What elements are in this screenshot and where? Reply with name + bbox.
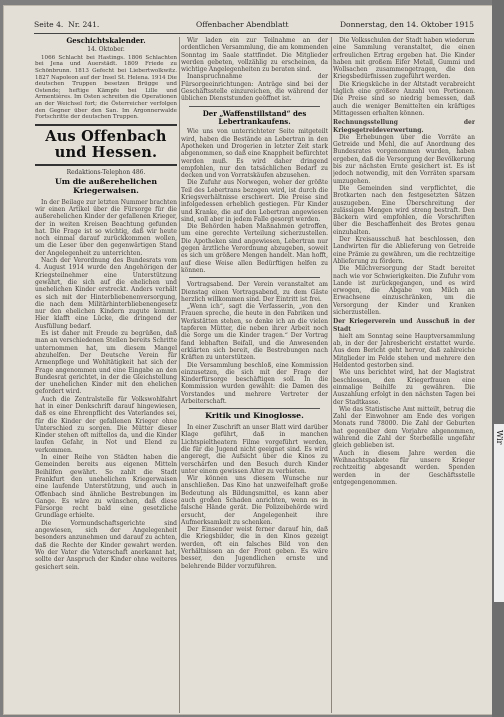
article-rule [189,408,320,409]
paragraph: In der Beilage zur letzten Nummer brachten wir einen Artikel über die Fürsorge für die außerehelichen Kinder der gefallenen Krieger, der in weiten Kreisen Beachtung gefunden hat. Die Frage ist so wichtig, daß wir heute noch einmal darauf zurückkommen wollen, um die Leser über den gegenwärtigen Stand der Angelegenheit zu unterrichten. [35,198,177,257]
paragraph: Die Zufuhr aus Norwegen, woher der größte Teil des Lebertrans bezogen wird, ist durch die Kriegsverhältnisse erschwert. Die Preise sind infolgedessen erheblich gestiegen. Für Kinder und Kranke, die auf den Lebertran angewiesen sind, soll aber in jedem Falle gesorgt werden. [181,179,328,223]
paragraph: Es ist daher mit Freude zu begrüßen, daß man an verschiedenen Stellen bereits Schritte unternommen hat, um diesem Mangel abzuhelfen. Der Deutsche Verein für Armenpflege und Wohltätigkeit hat sich der Frage angenommen und eine Eingabe an den Bundesrat gerichtet, in der die Gleichstellung der unehelichen Kinder mit den ehelichen gefordert wird. [35,330,177,396]
bold-lead: Der Kriegerverein und Ausschuß in der Stadt [333,318,475,333]
column-left [35,37,177,713]
paragraph: Die Kriegsküche in der Altstadt verabreicht täglich eine größere Anzahl von Portionen. Die Preise sind so niedrig bemessen, daß auch die weniger Bemittelten ein kräftiges Mittagessen erhalten können. [333,80,475,117]
paragraph: Die Behörden haben Maßnahmen getroffen, um eine gerechte Verteilung sicherzustellen. Die Apotheken sind angewiesen, Lebertran nur gegen ärztliche Verordnung abzugeben, soweit es sich um größere Mengen handelt. Man hofft, auf diese Weise allen Bedürftigen helfen zu können. [181,223,328,274]
article-body [181,281,328,405]
article-body [333,333,475,486]
article-body [181,128,328,274]
article-heading: Der „Waffenstillstand“ des Lebertrankaufens. [202,108,307,126]
paragraph: Inanspruchnahme der Fürsorgeeinrichtungen: Anträge sind bei der Geschäftsstelle einzureichen, die während der üblichen Dienststunden geöffnet ist. [181,73,328,103]
article-body [181,424,328,570]
paragraph: In einer Zuschrift an unser Blatt wird darüber Klage geführt, daß in manchen Lichtspieltheatern Filme vorgeführt werden, die für die Jugend nicht geeignet sind. Es wird angeregt, die Aufsicht über die Kinos zu verschärfen und den Besuch durch Kinder unter einem gewissen Alter zu verbieten. [181,424,328,475]
page-header [34,20,474,32]
article-rule [189,277,320,278]
paragraph: Auch die Zentralstelle für Volkswohlfahrt hat in einer Denkschrift darauf hingewiesen, daß es eine Ehrenpflicht des Vaterlandes sei, für die Kinder der gefallenen Krieger ohne Unterschied zu sorgen. Die Mütter dieser Kinder stehen oft mittellos da, und die Kinder laufen Gefahr, in Not und Elend zu verkommen. [35,395,177,454]
paragraph: Wir laden ein zur Teilnahme an der ordentlichen Versammlung, die am kommenden Sonntag im Saale stattfindet. Die Mitglieder werden gebeten, vollzählig zu erscheinen, da wichtige Angelegenheiten zu beraten sind. [181,37,328,74]
section-subheading: Redaktions-Telephon 486. [66,169,146,177]
paragraph: Nach der Verordnung des Bundesrats vom 4. August 1914 wurde den Angehörigen der Kriegsteilnehmer eine Unterstützung gewährt, die sich auf die ehelichen und unehelichen Kinder erstreckt. Anders verhält es sich mit der Hinterbliebenenversorgung, die nach dem Militärhinterbliebenengesetz nur den ehelichen Kindern zugute kommt. Hier klafft eine Lücke, die dringend der Ausfüllung bedarf. [35,257,177,330]
section-rule [35,124,177,126]
newspaper-title: Offenbacher Abendblatt [196,20,289,29]
paragraph: In einer Reihe von Städten haben die Gemeinden bereits aus eigenen Mitteln Beihilfen gewährt. So zahlt die Stadt Frankfurt den unehelichen Kriegerwaisen eine laufende Unterstützung, und auch in Offenbach sind ähnliche Bestrebungen im Gange. Es wäre zu wünschen, daß diese Fürsorge recht bald eine gesetzliche Grundlage erhielte. [35,454,177,520]
article-body [333,37,475,117]
article-heading: Um die außerehelichen Kriegerwaisen. [54,177,158,195]
issue-number: Nr. 241. [68,20,100,29]
calendar-date: 14. Oktober. [87,45,125,53]
issue-date: Donnerstag, den 14. Oktober 1915 [339,20,474,29]
paragraph: Die Gemeinden sind verpflichtet, die Brotkarten nach den festgesetzten Sätzen auszugeben. Eine Überschreitung der zulässigen Mengen wird streng bestraft. Den Bäckern wird empfohlen, die Vorschriften über die Beschaffenheit des Brotes genau einzuhalten. [333,184,475,236]
paragraph: hielt am Sonntag seine Hauptversammlung ab, in der der Jahresbericht erstattet wurde. Aus dem Bericht geht hervor, daß zahlreiche Mitglieder im Felde stehen und mehrere den Heldentod gestorben sind. [333,332,475,370]
section-heading: Aus Offenbach und Hessen. [45,127,167,161]
paragraph: Wie das Statistische Amt mitteilt, betrug die Zahl der Einwohner am Ende des vorigen Monats rund 78000. Die Zahl der Geburten hat gegenüber dem Vorjahre abgenommen, während die Zahl der Sterbefälle ungefähr gleich geblieben ist. [333,405,475,450]
notice-block [181,37,328,103]
column-right [333,37,475,713]
paragraph: Wir können uns diesem Wunsche nur anschließen. Das Kino hat unzweifelhaft große Bedeutung als Bildungsmittel, es kann aber auch großen Schaden anrichten, wenn es in falsche Hände gerät. Die Polizeibehörde wird ersucht, der Angelegenheit ihre Aufmerksamkeit zu schenken. [181,475,328,526]
paragraph: Wie uns von unterrichteter Seite mitgeteilt wird, haben die Bestände an Lebertran in den Apotheken und Drogerien in letzter Zeit stark abgenommen, so daß eine Knappheit befürchtet werden muß. Es wird daher dringend empfohlen, nur den tatsächlichen Bedarf zu decken und von Vorratskäufen abzusehen. [181,128,328,180]
section-rule [35,164,177,166]
paragraph: Der Kreisausschuß hat beschlossen, den Landwirten für die Ablieferung von Getreide eine Prämie zu gewähren, um die rechtzeitige Ablieferung zu fördern. [333,236,475,265]
paragraph: Die Versammlung beschloß, eine Kommission einzusetzen, die sich mit der Frage der Kinderfürsorge beschäftigen soll. In die Kommission wurden gewählt: die Damen des Vorstandes und mehrere Vertreter der Arbeiterschaft. [181,361,328,406]
newspaper-page [4,6,492,714]
paragraph: „Wenn ich“, sagt die Verfasserin, „von den Frauen spreche, die heute in den Fabriken und Werkstätten stehen, so denke ich an die vielen tapferen Mütter, die neben ihrer Arbeit noch die Sorge um die Kinder tragen.“ Der Vortrag fand lebhaften Beifall, und die Anwesenden erklärten sich bereit, die Bestrebungen nach Kräften zu unterstützen. [181,303,328,362]
page-number [34,20,99,29]
paragraph: Wie uns berichtet wird, hat der Magistrat beschlossen, den Kriegerfrauen eine einmalige Beihilfe zu gewähren. Die Auszahlung erfolgt in den nächsten Tagen bei der Stadtkasse. [333,369,475,406]
article-body [35,199,177,571]
article-rule [189,106,320,107]
article-body [333,134,475,316]
paragraph: Die Erhebungen über die Vorräte an Getreide und Mehl, die auf Anordnung des Bundesrates vorgenommen wurden, haben ergeben, daß die Versorgung der Bevölkerung bis zur nächsten Ernte gesichert ist. Es ist jedoch notwendig, mit den Vorräten sparsam umzugehen. [333,133,475,185]
column-divider [179,37,180,713]
scan-background [492,0,504,717]
article-heading: Kritik und Kinoglosse. [205,411,304,421]
paragraph: Vortragsabend. Der Verein veranstaltet am Dienstag einen Vortragsabend, zu dem Gäste herzlich willkommen sind. Der Eintritt ist frei. [181,281,328,303]
header-rule [34,33,474,34]
column-divider [331,37,332,713]
adjacent-page-strip [494,424,504,602]
adjacent-page-fragment: Wir [495,430,504,445]
paragraph: Die Volksschulen der Stadt haben wiederum eine Sammlung veranstaltet, die einen erfreulichen Ertrag ergeben hat. Die Kinder haben mit großem Eifer Metall, Gummi und Wollsachen zusammengetragen, die den Kriegsbedürfnissen zugeführt werden. [333,37,475,81]
page-label: Seite 4. [34,20,64,29]
paragraph: Der Einsender weist ferner darauf hin, daß die Kriegsbilder, die in den Kinos gezeigt werden, oft ein falsches Bild von den Verhältnissen an der Front geben. Es wäre besser, den Jugendlichen ernste und belehrende Bilder vorzuführen. [181,526,328,570]
paragraph: Die Vormundschaftsgerichte sind angewiesen, sich der Angelegenheit besonders anzunehmen und darauf zu achten, daß die Rechte der Kinder gewahrt werden. Wo der Vater die Vaterschaft anerkannt hat, sollte der Anspruch der Kinder ohne weiteres gesichert sein. [35,519,177,571]
calendar-heading: Geschichtskalender. [66,37,146,45]
paragraph: Die Milchversorgung der Stadt bereitet nach wie vor Schwierigkeiten. Die Zufuhr vom Lande ist zurückgegangen, und es wird erwogen, die Abgabe von Milch an Erwachsene einzuschränken, um die Versorgung der Kinder und Kranken sicherzustellen. [333,265,475,316]
column-middle [181,37,328,713]
bold-lead: Rechnungsstellung der Kriegsgetreideverwertung. [333,119,475,134]
paragraph: Auch in diesem Jahre werden die Weihnachtspakete für unsere Krieger rechtzeitig abgesandt werden. Spenden werden in der Geschäftsstelle entgegengenommen. [333,449,475,486]
calendar-text: 1066 Schlacht bei Hastings. 1806 Schlachten bei Jena und Auerstädt. 1809 Friede zu Schönbrunn. 1813 Gefecht bei Liebertwolkwitz. 1827 Napoleon auf der Insel St. Helena. 1914 Die deutschen Truppen besetzen Brügge und Ostende; heftige Kämpfe bei Lille und Armentières. Im Osten schreiten die Operationen an der Weichsel fort; die Österreicher verfolgen den Gegner über den San. Im Argonnerwalde Fortschritte der deutschen Truppen. [35,54,177,121]
